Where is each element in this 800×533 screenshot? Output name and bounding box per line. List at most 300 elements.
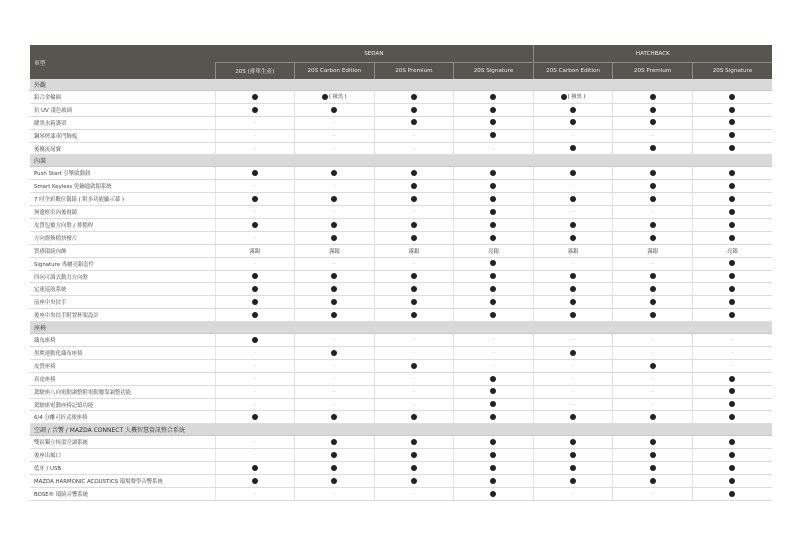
feature-label: Smart Keyless 免鑰匙啟閉系統 (30, 180, 215, 193)
standard-dot-icon (729, 235, 735, 241)
model-header: 20S Carbon Edition (295, 63, 375, 80)
standard-dot-icon (729, 119, 735, 125)
spec-cell (295, 411, 375, 424)
spec-cell (692, 449, 772, 462)
model-header: 20S (排單生產) (215, 63, 295, 80)
standard-dot-icon (729, 132, 735, 138)
spec-cell (295, 347, 375, 360)
spec-cell (215, 270, 295, 283)
standard-dot-icon (490, 94, 496, 100)
spec-cell (533, 142, 613, 155)
spec-cell (454, 180, 534, 193)
spec-cell (374, 180, 454, 193)
standard-dot-icon (570, 273, 576, 279)
not-available-dash: - (572, 209, 574, 216)
spec-cell (454, 231, 534, 244)
section-title: 空調 / 音響 / MAZDA CONNECT 人機智慧資訊整合系統 (30, 424, 772, 436)
group-header-sedan: SEDAN (215, 45, 533, 63)
standard-dot-icon (490, 465, 496, 471)
standard-dot-icon (331, 273, 337, 279)
standard-dot-icon (729, 478, 735, 484)
cell-text: 霧銀 (567, 248, 579, 255)
spec-cell (215, 296, 295, 309)
standard-dot-icon (252, 107, 258, 113)
standard-dot-icon (252, 414, 258, 420)
standard-dot-icon (650, 107, 656, 113)
spec-cell (295, 475, 375, 488)
standard-dot-icon (490, 312, 496, 318)
spec-cell (533, 219, 613, 232)
table-row (30, 219, 772, 232)
not-available-dash: - (651, 490, 654, 497)
spec-cell (613, 231, 693, 244)
standard-dot-icon (490, 299, 496, 305)
spec-cell (613, 244, 693, 257)
standard-dot-icon (570, 222, 576, 228)
spec-cell (295, 219, 375, 232)
spec-cell (533, 449, 613, 462)
not-available-dash: - (333, 490, 336, 497)
standard-dot-icon (729, 196, 735, 202)
spec-cell (454, 283, 534, 296)
not-available-dash: - (651, 375, 654, 382)
spec-cell (215, 359, 295, 372)
spec-cell (533, 206, 613, 219)
not-available-dash: - (651, 260, 654, 267)
standard-dot-icon (570, 170, 576, 176)
not-available-dash: - (333, 145, 336, 152)
not-available-dash: - (253, 234, 256, 241)
spec-cell (295, 244, 375, 257)
spec-cell (692, 283, 772, 296)
table-row (30, 385, 772, 398)
standard-dot-icon (729, 465, 735, 471)
spec-cell (613, 347, 693, 360)
model-header: 20S Premium (613, 63, 693, 80)
standard-dot-icon (490, 401, 496, 407)
standard-dot-icon (570, 196, 576, 202)
corner-label: 車型 (30, 45, 215, 79)
standard-dot-icon (322, 94, 328, 100)
spec-cell (374, 244, 454, 257)
not-available-dash: - (572, 183, 574, 190)
not-available-dash: - (651, 388, 654, 395)
standard-dot-icon (729, 107, 735, 113)
spec-cell (295, 462, 375, 475)
spec-cell (454, 398, 534, 411)
spec-cell (295, 309, 375, 322)
standard-dot-icon (650, 145, 656, 151)
standard-dot-icon (490, 132, 496, 138)
spec-cell (215, 116, 295, 129)
not-available-dash: - (651, 349, 654, 356)
spec-cell (374, 309, 454, 322)
standard-dot-icon (729, 414, 735, 420)
standard-dot-icon (252, 299, 258, 305)
spec-cell (613, 270, 693, 283)
feature-label: 6/4 分離可折式後座椅 (30, 411, 215, 424)
not-available-dash: - (253, 452, 256, 459)
standard-dot-icon (411, 465, 417, 471)
not-available-dash: - (333, 401, 336, 408)
spec-cell (454, 257, 534, 270)
not-available-dash: - (492, 349, 495, 356)
spec-cell (533, 475, 613, 488)
not-available-dash: - (253, 490, 256, 497)
table-row (30, 398, 772, 411)
spec-cell (215, 436, 295, 449)
not-available-dash: - (572, 337, 574, 344)
not-available-dash: - (253, 375, 256, 382)
not-available-dash: - (572, 260, 574, 267)
not-available-dash: - (253, 401, 256, 408)
table-row (30, 411, 772, 424)
table-row (30, 436, 772, 449)
spec-cell (374, 257, 454, 270)
spec-cell (374, 462, 454, 475)
standard-dot-icon (252, 196, 258, 202)
standard-dot-icon (729, 312, 735, 318)
table-row (30, 167, 772, 180)
cell-text: 霧銀 (408, 248, 420, 255)
standard-dot-icon (570, 235, 576, 241)
spec-cell (215, 180, 295, 193)
spec-cell (533, 283, 613, 296)
spec-cell (613, 283, 693, 296)
spec-cell (533, 116, 613, 129)
model-header: 20S Premium (374, 63, 454, 80)
standard-dot-icon (411, 439, 417, 445)
standard-dot-icon (561, 94, 567, 100)
cell-text: 霧銀 (249, 248, 261, 255)
standard-dot-icon (411, 312, 417, 318)
spec-cell (533, 347, 613, 360)
not-available-dash: - (492, 362, 495, 369)
spec-cell (374, 167, 454, 180)
table-row (30, 103, 772, 116)
standard-dot-icon (331, 414, 337, 420)
spec-cell (692, 116, 772, 129)
spec-cell (215, 398, 295, 411)
spec-cell (613, 398, 693, 411)
table-row (30, 334, 772, 347)
model-header: 20S Signature (692, 63, 772, 80)
model-header: 20S Carbon Edition (533, 63, 613, 80)
not-available-dash: - (253, 132, 256, 139)
spec-cell (613, 436, 693, 449)
spec-cell (454, 411, 534, 424)
not-available-dash: - (492, 145, 495, 152)
spec-body (30, 79, 772, 500)
spec-cell (454, 436, 534, 449)
standard-dot-icon (570, 119, 576, 125)
spec-cell (613, 91, 693, 104)
spec-cell (295, 449, 375, 462)
standard-dot-icon (490, 119, 496, 125)
table-row (30, 193, 772, 206)
spec-cell (374, 359, 454, 372)
section-title: 內裝 (30, 155, 772, 167)
spec-cell (295, 436, 375, 449)
spec-cell (295, 193, 375, 206)
not-available-dash: - (253, 119, 256, 126)
standard-dot-icon (570, 439, 576, 445)
model-header: 20S Signature (454, 63, 534, 80)
standard-dot-icon (411, 414, 417, 420)
spec-cell (613, 462, 693, 475)
standard-dot-icon (490, 286, 496, 292)
not-available-dash: - (572, 401, 574, 408)
spec-cell (533, 411, 613, 424)
table-row (30, 347, 772, 360)
standard-dot-icon (490, 273, 496, 279)
standard-dot-icon (650, 478, 656, 484)
spec-cell (692, 334, 772, 347)
spec-cell (374, 103, 454, 116)
feature-label: 駕駛座八向電動調整附電動腰靠調整功能 (30, 385, 215, 398)
spec-cell (454, 475, 534, 488)
spec-cell (295, 296, 375, 309)
standard-dot-icon (411, 363, 417, 369)
spec-sheet (30, 45, 772, 501)
spec-cell (454, 462, 534, 475)
spec-cell (215, 91, 295, 104)
cell-text: 霧銀 (328, 248, 340, 255)
spec-cell (454, 270, 534, 283)
spec-cell (215, 385, 295, 398)
spec-cell (533, 103, 613, 116)
spec-cell (295, 257, 375, 270)
feature-label: BOSE® 環繞音響系統 (30, 487, 215, 500)
feature-label: 黑麂運動化織布座椅 (30, 347, 215, 360)
table-row (30, 206, 772, 219)
standard-dot-icon (252, 273, 258, 279)
spec-cell (215, 449, 295, 462)
not-available-dash: - (572, 490, 574, 497)
not-available-dash: - (253, 183, 256, 190)
spec-cell (374, 142, 454, 155)
standard-dot-icon (729, 299, 735, 305)
not-available-dash: - (253, 362, 256, 369)
standard-dot-icon (331, 452, 337, 458)
spec-cell (374, 372, 454, 385)
spec-cell (215, 347, 295, 360)
spec-cell (533, 372, 613, 385)
feature-label: 皮質包覆方向盤 / 排檔桿 (30, 219, 215, 232)
standard-dot-icon (650, 183, 656, 189)
standard-dot-icon (331, 286, 337, 292)
spec-cell (692, 309, 772, 322)
feature-label: 抗 UV 淺色玻璃 (30, 103, 215, 116)
spec-cell (215, 193, 295, 206)
spec-cell (533, 193, 613, 206)
standard-dot-icon (411, 235, 417, 241)
standard-dot-icon (331, 350, 337, 356)
not-available-dash: - (333, 260, 336, 267)
section-header-row (30, 424, 772, 436)
standard-dot-icon (252, 312, 258, 318)
standard-dot-icon (252, 465, 258, 471)
spec-cell (533, 129, 613, 142)
section-title: 外觀 (30, 79, 772, 91)
table-row (30, 142, 772, 155)
standard-dot-icon (490, 209, 496, 215)
standard-dot-icon (650, 465, 656, 471)
section-header-row (30, 322, 772, 334)
standard-dot-icon (729, 388, 735, 394)
spec-cell (533, 91, 613, 104)
spec-cell (533, 385, 613, 398)
spec-cell (215, 334, 295, 347)
spec-cell (295, 91, 375, 104)
not-available-dash: - (333, 375, 336, 382)
spec-cell (533, 359, 613, 372)
spec-cell (454, 167, 534, 180)
standard-dot-icon (331, 312, 337, 318)
table-row (30, 372, 772, 385)
standard-dot-icon (650, 119, 656, 125)
spec-cell (215, 283, 295, 296)
feature-label: 四向可調式動力方向盤 (30, 270, 215, 283)
standard-dot-icon (411, 478, 417, 484)
spec-cell (215, 206, 295, 219)
spec-cell (454, 219, 534, 232)
not-available-dash: - (572, 388, 574, 395)
spec-cell (295, 487, 375, 500)
spec-cell (374, 436, 454, 449)
cell-text: 亮銀 (727, 248, 738, 255)
standard-dot-icon (570, 299, 576, 305)
spec-cell (613, 116, 693, 129)
not-available-dash: - (333, 183, 336, 190)
standard-dot-icon (411, 286, 417, 292)
spec-cell (454, 129, 534, 142)
spec-cell (692, 231, 772, 244)
standard-dot-icon (490, 388, 496, 394)
spec-cell (533, 487, 613, 500)
spec-cell (692, 296, 772, 309)
spec-cell (533, 296, 613, 309)
spec-cell (374, 91, 454, 104)
feature-label: 織布座椅 (30, 334, 215, 347)
standard-dot-icon (650, 452, 656, 458)
spec-cell (613, 296, 693, 309)
spec-cell (533, 167, 613, 180)
standard-dot-icon (252, 170, 258, 176)
standard-dot-icon (650, 439, 656, 445)
spec-cell (454, 244, 534, 257)
spec-cell (295, 385, 375, 398)
spec-cell (374, 411, 454, 424)
standard-dot-icon (570, 312, 576, 318)
spec-cell (295, 167, 375, 180)
not-available-dash: - (253, 209, 256, 216)
spec-cell (613, 257, 693, 270)
not-available-dash: - (413, 132, 415, 139)
standard-dot-icon (729, 145, 735, 151)
feature-label: 後座出風口 (30, 449, 215, 462)
not-available-dash: - (413, 388, 415, 395)
standard-dot-icon (570, 414, 576, 420)
not-available-dash: - (572, 362, 574, 369)
standard-dot-icon (331, 196, 337, 202)
standard-dot-icon (490, 107, 496, 113)
standard-dot-icon (729, 260, 735, 266)
standard-dot-icon (570, 145, 576, 151)
spec-cell (215, 231, 295, 244)
spec-cell (454, 449, 534, 462)
spec-cell (692, 129, 772, 142)
spec-cell (692, 103, 772, 116)
standard-dot-icon (570, 107, 576, 113)
spec-cell (613, 411, 693, 424)
spec-cell (295, 129, 375, 142)
spec-cell (533, 398, 613, 411)
not-available-dash: - (413, 209, 415, 216)
spec-cell (613, 449, 693, 462)
feature-label: 前座中央扶手 (30, 296, 215, 309)
feature-label: 鋁合金輪圈 (30, 91, 215, 104)
spec-cell (215, 487, 295, 500)
spec-cell (454, 385, 534, 398)
standard-dot-icon (331, 222, 337, 228)
standard-dot-icon (650, 170, 656, 176)
standard-dot-icon (411, 273, 417, 279)
standard-dot-icon (570, 465, 576, 471)
spec-cell (454, 359, 534, 372)
standard-dot-icon (570, 350, 576, 356)
standard-dot-icon (729, 439, 735, 445)
cell-note: ( 撥黑 ) (567, 94, 586, 101)
spec-cell (692, 385, 772, 398)
not-available-dash: - (333, 119, 336, 126)
standard-dot-icon (729, 222, 735, 228)
table-row (30, 475, 772, 488)
spec-cell (374, 129, 454, 142)
spec-cell (215, 372, 295, 385)
spec-cell (374, 283, 454, 296)
standard-dot-icon (411, 183, 417, 189)
not-available-dash: - (731, 362, 734, 369)
spec-cell (613, 193, 693, 206)
not-available-dash: - (413, 490, 415, 497)
spec-cell (374, 487, 454, 500)
standard-dot-icon (490, 260, 496, 266)
spec-cell (692, 142, 772, 155)
spec-cell (215, 411, 295, 424)
spec-cell (454, 296, 534, 309)
spec-cell (374, 219, 454, 232)
spec-cell (295, 103, 375, 116)
standard-dot-icon (331, 235, 337, 241)
spec-cell (374, 270, 454, 283)
standard-dot-icon (729, 286, 735, 292)
spec-cell (613, 219, 693, 232)
spec-cell (692, 462, 772, 475)
spec-cell (374, 475, 454, 488)
spec-cell (692, 372, 772, 385)
standard-dot-icon (490, 183, 496, 189)
standard-dot-icon (490, 222, 496, 228)
spec-cell (454, 347, 534, 360)
spec-cell (295, 206, 375, 219)
table-row (30, 129, 772, 142)
standard-dot-icon (490, 491, 496, 497)
spec-cell (374, 231, 454, 244)
not-available-dash: - (572, 375, 574, 382)
standard-dot-icon (650, 235, 656, 241)
feature-label: 皮質座椅 (30, 359, 215, 372)
